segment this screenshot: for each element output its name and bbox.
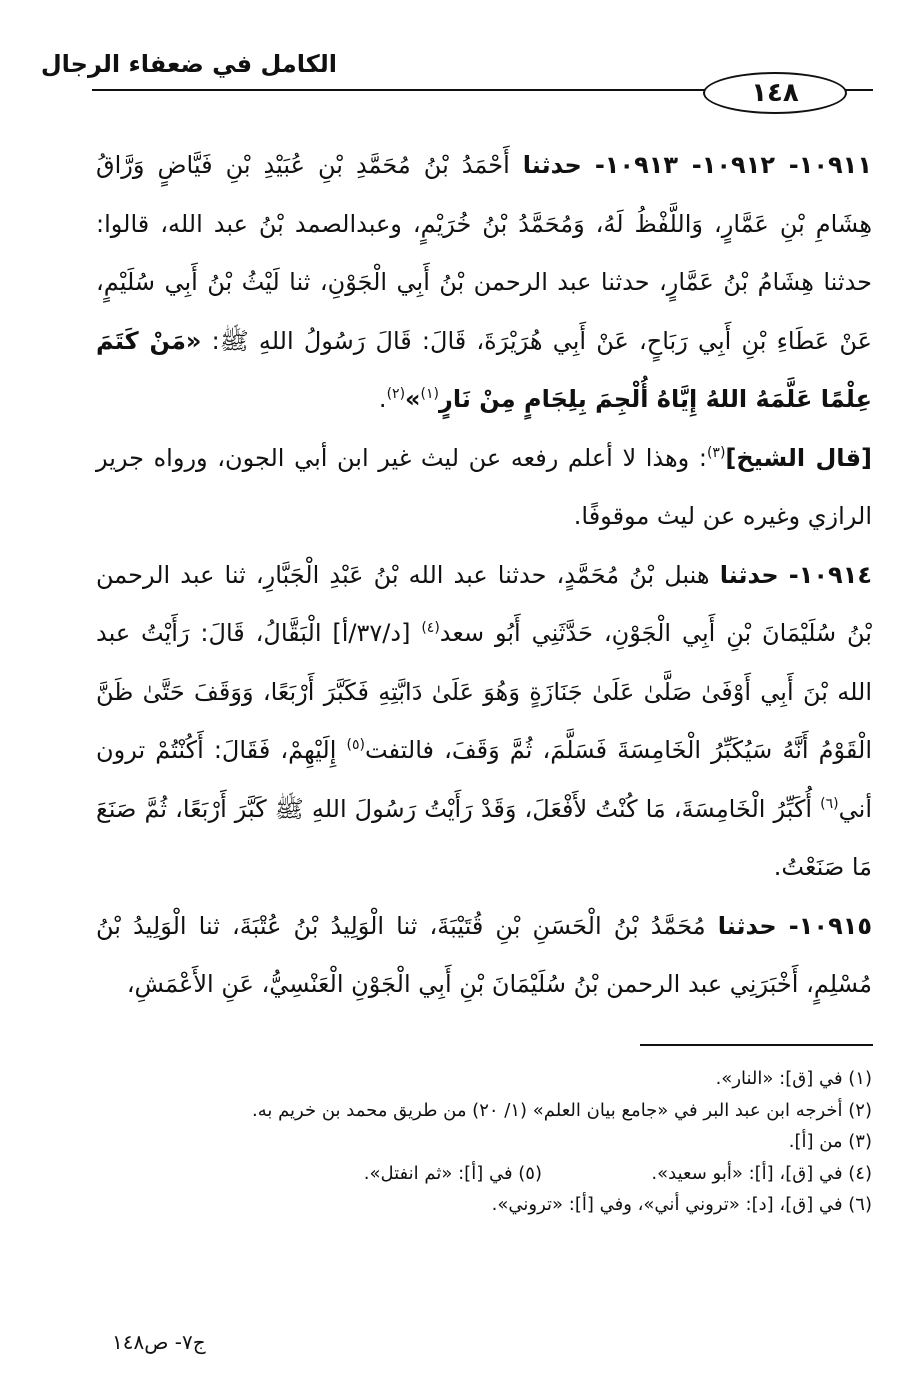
- entry-10915: [96, 897, 872, 1014]
- volume-page-reference: ج٧- ص١٤٨: [112, 1330, 206, 1354]
- page-number-badge: [703, 72, 847, 114]
- page-number: ١٤٨: [751, 78, 799, 108]
- footnote-row-4-5: [96, 1158, 872, 1190]
- footnote-3: (٣) من [أ].: [788, 1131, 872, 1152]
- entry-10914: [96, 546, 872, 897]
- footnote-6: (٦) في [ق]، [د]: «تروني أني»، وفي [أ]: «تروني».: [491, 1194, 872, 1215]
- sheikh-label: [قال الشيخ]: [725, 443, 872, 472]
- entry-number: ١٠٩١١- ١٠٩١٢- ١٠٩١٣-: [594, 151, 872, 179]
- footnote-rule: [640, 1044, 873, 1046]
- footnote-ref: (٦): [820, 795, 839, 812]
- hadith-quote: «مَنْ كَتَمَ عِلْمًا عَلَّمَهُ اللهُ إِيَّاهُ أُلْجِمَ بِلِجَامٍ مِنْ نَارٍ: [96, 326, 872, 413]
- running-header-title: الكامل في ضعفاء الرجال: [40, 50, 337, 78]
- footnote-ref: (٣): [706, 444, 726, 461]
- entry-text: أَحْمَدُ بْنُ مُحَمَّدِ بْنِ عُبَيْدِ بْنِ فَيَّاضٍ وَرَّاقُ هِشَامِ بْنِ عَمَّارٍ، وَاللَّفْظُ لَهُ، وَمُحَمَّدُ بْنُ خُرَيْمٍ، وعبدالصمد بْنُ عبد الله، قالوا: حدثنا هِشَامُ بْنُ عَمَّارٍ، حدثنا عبد الرحمن بْنُ أَبِي الْجَوْنِ، ثنا لَيْثُ بْنُ أَبِي سُلَيْمٍ، عَنْ عَطَاءِ بْنِ أَبِي رَبَاحٍ، عَنْ أَبِي هُرَيْرَةَ، قَالَ: قَالَ رَسُولُ اللهِ ﷺ:: [96, 151, 872, 355]
- footnote-ref: (٥): [346, 737, 365, 753]
- entry-text: أُكَبِّرُ الْخَامِسَةَ، مَا كُنْتُ لأَفْعَلَ، وَقَدْ رَأَيْتُ رَسُولَ اللهِ ﷺ كَبَّرَ أَرْبَعًا، ثُمَّ صَنَعَ مَا صَنَعْتُ.: [96, 794, 872, 881]
- entry-text: الْبَقَّالُ، قَالَ: رَأَيْتُ عبد الله بْنَ أَبِي أَوْفَىٰ صَلَّىٰ عَلَىٰ جَنَازَةٍ وَهُوَ عَلَىٰ دَابَّتِهِ فَكَبَّرَ أَرْبَعًا، وَوَقَفَ حَتَّىٰ ظَنَّ الْقَوْمُ أَنَّهُ سَيُكَبِّرُ الْخَامِسَةَ فَسَلَّمَ، ثُمَّ وَقَفَ، فالتفت: [96, 619, 873, 764]
- entry-10911: [96, 136, 872, 429]
- footnote-ref: (١): [420, 386, 440, 402]
- sheikh-comment: [96, 429, 872, 546]
- body-text: [96, 136, 872, 1014]
- comment-text: : وهذا لا أعلم رفعه عن ليث غير ابن أبي الجون، ورواه جرير الرازي وغيره عن ليث موقوفًا.: [96, 443, 872, 530]
- entry-keyword: حدثنا: [522, 151, 582, 179]
- footnotes: [96, 1063, 872, 1221]
- entry-keyword: حدثنا: [717, 911, 777, 940]
- entry-text: إِلَيْهِمْ، فَقَالَ: أَكُنْتُمْ ترون أني: [96, 736, 872, 823]
- footnote-2: (٢) أخرجه ابن عبد البر في «جامع بيان العلم» (١/ ٢٠) من طريق محمد بن خريم به.: [251, 1099, 872, 1121]
- footnote-ref: (٢): [386, 386, 406, 402]
- entry-keyword: حدثنا: [719, 560, 779, 589]
- quote-close: »: [405, 385, 421, 413]
- footnote-4: (٤) في [ق]، [أ]: «أبو سعيد».: [651, 1162, 872, 1184]
- manuscript-ref: [د/٣٧/أ]: [332, 619, 411, 647]
- entry-number: ١٠٩١٤-: [788, 560, 872, 589]
- entry-text: مُحَمَّدُ بْنُ الْحَسَنِ بْنِ قُتَيْبَةَ، ثنا الْوَلِيدُ بْنُ عُتْبَةَ، ثنا الْوَلِيدُ بْنُ مُسْلِمٍ، أَخْبَرَنِي عبد الرحمن بْنُ سُلَيْمَانَ بْنِ أَبِي الْجَوْنِ الْعَنْسِيُّ، عَنِ الأَعْمَشِ،: [96, 911, 872, 998]
- entry-number: ١٠٩١٥-: [788, 911, 873, 940]
- sentence-end: .: [378, 385, 387, 413]
- entry-text: هنبل بْنُ مُحَمَّدٍ، حدثنا عبد الله بْنُ عَبْدِ الْجَبَّارِ، ثنا عبد الرحمن بْنُ سُلَيْمَانَ بْنِ أَبِي الْجَوْنِ، حَدَّثَنِي أَبُو سعد: [96, 560, 872, 647]
- footnote-5: (٥) في [أ]: «ثم انفتل».: [363, 1162, 542, 1184]
- footnote-1: (١) في [ق]: «النار».: [715, 1068, 872, 1089]
- footnote-ref: (٤): [421, 620, 440, 636]
